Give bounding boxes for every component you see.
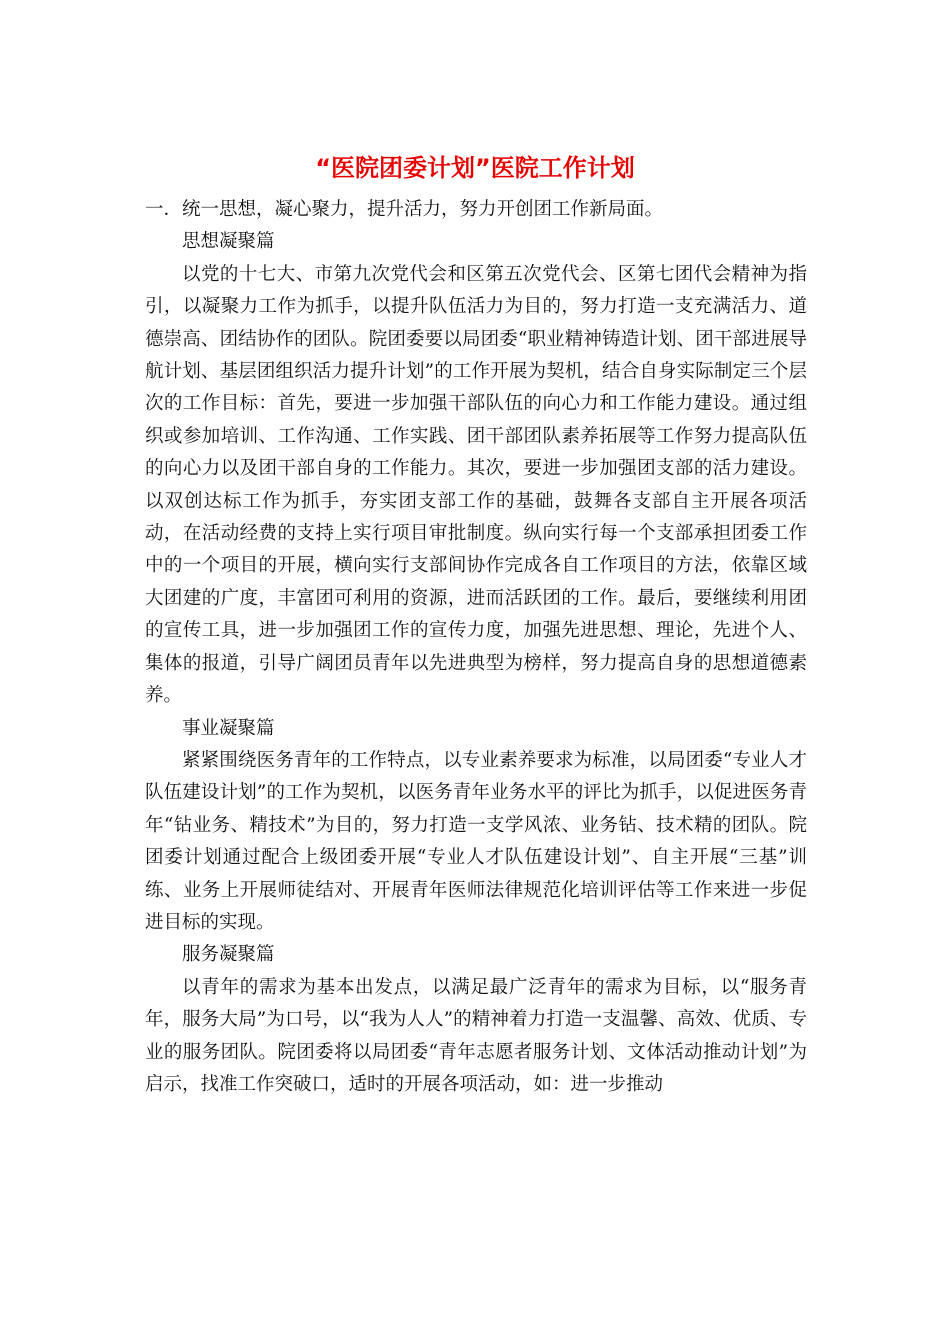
- paragraph-service: 以青年的需求为基本出发点，以满足最广泛青年的需求为目标，以“服务青年，服务大局”为口号，以“我为人人”的精神着力打造一支温馨、高效、优质、专业的服务团队。院团委将以局团委“青年志愿者服务计划、文体活动推动计划”为启示，找准工作突破口，适时的开展各项活动，如：进一步推动: [145, 976, 807, 1095]
- subsection-title-thought: 思想凝聚篇: [182, 231, 275, 253]
- section-heading: 一．统一思想，凝心聚力，提升活力，努力开创团工作新局面。: [145, 199, 664, 220]
- document-title: “医院团委计划”医院工作计划: [315, 154, 635, 182]
- paragraph-career: 紧紧围绕医务青年的工作特点，以专业素养要求为标准，以局团委“专业人才队伍建设计划”的工作为契机，以医务青年业务水平的评比为抓手，以促进医务青年“钻业务、精技术”为目的，努力打造一支学风浓、业务钻、技术精的团队。院团委计划通过配合上级团委开展“专业人才队伍建设计划”、自主开展“三基”训练、业务上开展师徒结对、开展青年医师法律规范化培训评估等工作来进一步促进目标的实现。: [145, 749, 807, 933]
- subsection-title-service: 服务凝聚篇: [182, 944, 275, 966]
- subsection-title-career: 事业凝聚篇: [182, 717, 275, 739]
- paragraph-thought: 以党的十七大、市第九次党代会和区第五次党代会、区第七团代会精神为指引，以凝聚力工作为抓手，以提升队伍活力为目的，努力打造一支充满活力、道德崇高、团结协作的团队。院团委要以局团委“职业精神铸造计划、团干部进展导航计划、基层团组织活力提升计划”的工作开展为契机，结合自身实际制定三个层次的工作目标：首先，要进一步加强干部队伍的向心力和工作能力建设。通过组织或参加培训、工作沟通、工作实践、团干部团队素养拓展等工作努力提高队伍的向心力以及团干部自身的工作能力。其次，要进一步加强团支部的活力建设。以双创达标工作为抓手，夯实团支部工作的基础，鼓舞各支部自主开展各项活动，在活动经费的支持上实行项目审批制度。纵向实行每一个支部承担团委工作中的一个项目的开展，横向实行支部间协作完成各自工作项目的方法，依靠区域大团建的广度，丰富团可利用的资源，进而活跃团的工作。最后，要继续利用团的宣传工具，进一步加强团工作的宣传力度，加强先进思想、理论，先进个人、集体的报道，引导广阔团员青年以先进典型为榜样，努力提高自身的思想道德素养。: [145, 263, 807, 707]
- document-body: [145, 194, 807, 1101]
